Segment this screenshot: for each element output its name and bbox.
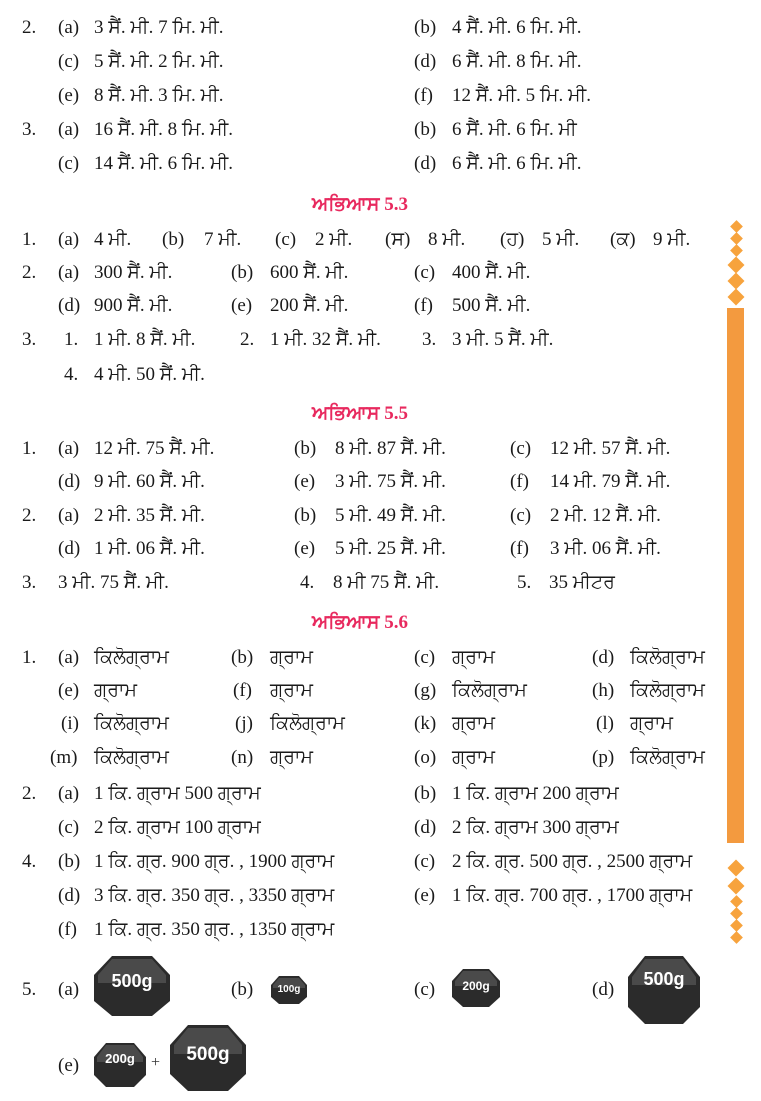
answer-text: 3 ਮੀ. 75 ਸੈਂ. ਮੀ.: [335, 471, 446, 492]
question-number: 3.: [22, 329, 37, 350]
diamond-decoration-icon: [730, 220, 743, 233]
option-label: (b): [414, 119, 437, 140]
answer-text: 35 ਮੀਟਰ: [549, 572, 615, 593]
option-label: (b): [414, 783, 437, 804]
answer-text: 5 ਮੀ.: [542, 229, 580, 250]
option-label: (a): [58, 438, 80, 459]
diamond-decoration-icon: [730, 895, 743, 908]
diamond-decoration-icon: [730, 907, 743, 920]
option-label: (f): [414, 295, 433, 316]
answer-text: 8 ਮੀ 75 ਸੈਂ. ਮੀ.: [333, 572, 440, 593]
weight-500g-icon: [94, 955, 170, 1017]
section-heading: ਅਭਿਆਸ 5.3: [312, 194, 408, 215]
option-label: (a): [58, 647, 80, 668]
option-label: (b): [58, 851, 81, 872]
plus-sign: +: [151, 1054, 161, 1071]
option-label: (e): [58, 680, 80, 701]
diamond-decoration-icon: [730, 244, 743, 257]
option-label: (b): [414, 17, 437, 38]
weight-label: 500g: [111, 971, 153, 991]
weight-label: 200g: [462, 979, 490, 993]
option-label: (b): [231, 262, 254, 283]
option-label: (d): [414, 153, 437, 174]
answer-text: 16 ਸੈਂ. ਮੀ. 8 ਮਿ. ਮੀ.: [94, 119, 233, 140]
answer-text: 14 ਸੈਂ. ਮੀ. 6 ਮਿ. ਮੀ.: [94, 153, 233, 174]
question-number: 5.: [517, 572, 532, 593]
answer-text: 14 ਮੀ. 79 ਸੈਂ. ਮੀ.: [550, 471, 671, 492]
answer-text: 7 ਮੀ.: [204, 229, 242, 250]
answer-text: ਗ੍ਰਾਮ: [94, 680, 137, 701]
answer-text: 600 ਸੈਂ. ਮੀ.: [270, 262, 349, 283]
option-label: (d): [58, 471, 81, 492]
question-number: 1.: [22, 229, 37, 250]
answer-text: 3 ਕਿ. ਗ੍ਰ. 350 ਗ੍ਰ. , 3350 ਗ੍ਰਾਮ: [94, 885, 335, 906]
option-label: (e): [58, 1055, 80, 1076]
option-label: (f): [510, 538, 529, 559]
option-label: (e): [294, 538, 316, 559]
option-label: (c): [414, 647, 436, 668]
answer-text: ਗ੍ਰਾਮ: [452, 747, 495, 768]
option-label: (e): [231, 295, 253, 316]
answer-text: ਗ੍ਰਾਮ: [270, 647, 313, 668]
weight-200g-icon: [452, 968, 500, 1008]
option-label: (c): [510, 505, 532, 526]
answer-text: 900 ਸੈਂ. ਮੀ.: [94, 295, 173, 316]
weight-200g-icon: [94, 1042, 146, 1088]
answer-text: 8 ਸੈਂ. ਮੀ. 3 ਮਿ. ਮੀ.: [94, 85, 224, 106]
question-number: 4.: [300, 572, 315, 593]
answer-text: 12 ਸੈਂ. ਮੀ. 5 ਮਿ. ਮੀ.: [452, 85, 591, 106]
answer-text: 2 ਮੀ. 12 ਸੈਂ. ਮੀ.: [550, 505, 661, 526]
option-label: (c): [414, 851, 436, 872]
answer-text: 2 ਮੀ.: [315, 229, 353, 250]
option-label: (n): [231, 747, 254, 768]
option-label: (p): [592, 747, 615, 768]
answer-text: 4 ਸੈਂ. ਮੀ. 6 ਮਿ. ਮੀ.: [452, 17, 582, 38]
option-label: (e): [58, 85, 80, 106]
answer-text: 5 ਸੈਂ. ਮੀ. 2 ਮਿ. ਮੀ.: [94, 51, 224, 72]
diamond-decoration-icon: [728, 257, 745, 274]
answer-text: 1 ਕਿ. ਗ੍ਰਾਮ 500 ਗ੍ਰਾਮ: [94, 783, 261, 804]
section-heading: ਅਭਿਆਸ 5.5: [312, 403, 408, 424]
option-label: (g): [414, 680, 437, 701]
answer-text: 2 ਮੀ. 35 ਸੈਂ. ਮੀ.: [94, 505, 205, 526]
answer-text: 3 ਮੀ. 5 ਸੈਂ. ਮੀ.: [452, 329, 554, 350]
answer-text: 1 ਕਿ. ਗ੍ਰ. 350 ਗ੍ਰ. , 1350 ਗ੍ਰਾਮ: [94, 919, 335, 940]
answer-text: 500 ਸੈਂ. ਮੀ.: [452, 295, 531, 316]
answer-text: 3 ਮੀ. 06 ਸੈਂ. ਮੀ.: [550, 538, 661, 559]
option-label: (m): [50, 747, 78, 768]
option-label: 4.: [64, 364, 79, 385]
option-label: (c): [58, 51, 80, 72]
option-label: (c): [414, 979, 436, 1000]
answer-text: 2 ਕਿ. ਗ੍ਰਾਮ 300 ਗ੍ਰਾਮ: [452, 817, 619, 838]
answer-text: 6 ਸੈਂ. ਮੀ. 8 ਮਿ. ਮੀ.: [452, 51, 582, 72]
option-label: (b): [162, 229, 185, 250]
option-label: (d): [414, 51, 437, 72]
diamond-decoration-icon: [728, 273, 745, 290]
answer-text: 8 ਮੀ. 87 ਸੈਂ. ਮੀ.: [335, 438, 446, 459]
option-label: (f): [233, 680, 252, 701]
answer-text: 200 ਸੈਂ. ਮੀ.: [270, 295, 349, 316]
option-label: (e): [414, 885, 436, 906]
option-label: 1.: [64, 329, 79, 350]
answer-text: ਗ੍ਰਾਮ: [270, 680, 313, 701]
weight-100g-icon: [271, 975, 307, 1005]
option-label: (b): [231, 647, 254, 668]
option-label: (c): [58, 153, 80, 174]
answer-text: 12 ਮੀ. 57 ਸੈਂ. ਮੀ.: [550, 438, 671, 459]
answer-text: 9 ਮੀ. 60 ਸੈਂ. ਮੀ.: [94, 471, 205, 492]
option-label: (c): [275, 229, 297, 250]
option-label: (b): [231, 979, 254, 1000]
answer-text: 1 ਕਿ. ਗ੍ਰ. 900 ਗ੍ਰ. , 1900 ਗ੍ਰਾਮ: [94, 851, 335, 872]
answer-text: 3 ਮੀ. 75 ਸੈਂ. ਮੀ.: [58, 572, 169, 593]
answer-text: ਕਿਲੋਗ੍ਰਾਮ: [452, 680, 527, 701]
option-label: (d): [592, 647, 615, 668]
diamond-decoration-icon: [728, 878, 745, 895]
option-label: (e): [294, 471, 316, 492]
option-label: (f): [510, 471, 529, 492]
option-label: (a): [58, 262, 80, 283]
option-label: (i): [61, 713, 79, 734]
question-number: 5.: [22, 979, 37, 1000]
option-label: (a): [58, 505, 80, 526]
answer-text: ਕਿਲੋਗ੍ਰਾਮ: [94, 647, 169, 668]
weight-500g-icon: [170, 1024, 246, 1092]
option-label: (c): [58, 817, 80, 838]
diamond-decoration-icon: [728, 860, 745, 877]
diamond-decoration-icon: [728, 289, 745, 306]
option-label: (c): [510, 438, 532, 459]
answer-text: ਕਿਲੋਗ੍ਰਾਮ: [270, 713, 345, 734]
question-number: 3.: [22, 119, 37, 140]
option-label: (o): [414, 747, 437, 768]
question-number: 2.: [22, 505, 37, 526]
answer-text: 5 ਮੀ. 25 ਸੈਂ. ਮੀ.: [335, 538, 446, 559]
option-label: (d): [592, 979, 615, 1000]
weight-label: 500g: [186, 1044, 230, 1065]
question-number: 2.: [22, 262, 37, 283]
option-label: (b): [294, 505, 317, 526]
answer-text: 3 ਸੈਂ. ਮੀ. 7 ਮਿ. ਮੀ.: [94, 17, 224, 38]
answer-text: ਕਿਲੋਗ੍ਰਾਮ: [94, 747, 169, 768]
option-label: (a): [58, 229, 80, 250]
option-label: (f): [58, 919, 77, 940]
weight-label: 500g: [643, 969, 685, 989]
answer-text: 1 ਕਿ. ਗ੍ਰ. 700 ਗ੍ਰ. , 1700 ਗ੍ਰਾਮ: [452, 885, 693, 906]
option-label: (b): [294, 438, 317, 459]
answer-text: 1 ਕਿ. ਗ੍ਰਾਮ 200 ਗ੍ਰਾਮ: [452, 783, 619, 804]
answer-text: 300 ਸੈਂ. ਮੀ.: [94, 262, 173, 283]
answer-text: ਕਿਲੋਗ੍ਰਾਮ: [630, 680, 705, 701]
question-number: 4.: [22, 851, 37, 872]
sidebar-stripe: [727, 308, 744, 843]
weight-label: 200g: [105, 1051, 135, 1066]
diamond-decoration-icon: [730, 931, 743, 944]
question-number: 1.: [22, 438, 37, 459]
option-label: (ਸ): [385, 229, 411, 250]
answer-text: 1 ਮੀ. 06 ਸੈਂ. ਮੀ.: [94, 538, 205, 559]
answer-text: ਗ੍ਰਾਮ: [630, 713, 673, 734]
option-label: (f): [414, 85, 433, 106]
question-number: 2.: [22, 783, 37, 804]
option-label: (a): [58, 979, 80, 1000]
option-label: (k): [414, 713, 437, 734]
answer-text: 8 ਮੀ.: [428, 229, 466, 250]
answer-text: 2 ਕਿ. ਗ੍ਰਾਮ 100 ਗ੍ਰਾਮ: [94, 817, 261, 838]
answer-text: 6 ਸੈਂ. ਮੀ. 6 ਮਿ. ਮੀ: [452, 119, 577, 140]
answer-text: ਕਿਲੋਗ੍ਰਾਮ: [94, 713, 169, 734]
question-number: 3.: [22, 572, 37, 593]
answer-text: 2 ਕਿ. ਗ੍ਰ. 500 ਗ੍ਰ. , 2500 ਗ੍ਰਾਮ: [452, 851, 693, 872]
answer-text: ਗ੍ਰਾਮ: [452, 647, 495, 668]
answer-text: ਕਿਲੋਗ੍ਰਾਮ: [630, 747, 705, 768]
option-label: (j): [235, 713, 253, 734]
option-label: (d): [58, 295, 81, 316]
option-label: (l): [596, 713, 614, 734]
option-label: (a): [58, 119, 80, 140]
answer-text: 4 ਮੀ.: [94, 229, 132, 250]
option-label: (h): [592, 680, 615, 701]
option-label: (d): [414, 817, 437, 838]
diamond-decoration-icon: [730, 232, 743, 245]
option-label: 2.: [240, 329, 255, 350]
answer-text: 1 ਮੀ. 32 ਸੈਂ. ਮੀ.: [270, 329, 381, 350]
answer-text: 5 ਮੀ. 49 ਸੈਂ. ਮੀ.: [335, 505, 446, 526]
answer-text: 9 ਮੀ.: [653, 229, 691, 250]
option-label: (ਕ): [610, 229, 636, 250]
option-label: (d): [58, 885, 81, 906]
option-label: (c): [414, 262, 436, 283]
question-number: 1.: [22, 647, 37, 668]
answer-text: 1 ਮੀ. 8 ਸੈਂ. ਮੀ.: [94, 329, 196, 350]
question-number: 2.: [22, 17, 37, 38]
section-heading: ਅਭਿਆਸ 5.6: [312, 612, 408, 633]
answer-text: 6 ਸੈਂ. ਮੀ. 6 ਮਿ. ਮੀ.: [452, 153, 582, 174]
weight-label: 100g: [277, 984, 301, 995]
answer-text: ਗ੍ਰਾਮ: [270, 747, 313, 768]
option-label: (d): [58, 538, 81, 559]
option-label: (a): [58, 17, 80, 38]
answer-text: ਕਿਲੋਗ੍ਰਾਮ: [630, 647, 705, 668]
answer-text: ਗ੍ਰਾਮ: [452, 713, 495, 734]
option-label: (ਹ): [500, 229, 525, 250]
answer-text: 4 ਮੀ. 50 ਸੈਂ. ਮੀ.: [94, 364, 205, 385]
option-label: (a): [58, 783, 80, 804]
answer-text: 400 ਸੈਂ. ਮੀ.: [452, 262, 531, 283]
option-label: 3.: [422, 329, 437, 350]
answer-text: 12 ਮੀ. 75 ਸੈਂ. ਮੀ.: [94, 438, 215, 459]
weight-500g-icon: [628, 955, 700, 1025]
diamond-decoration-icon: [730, 919, 743, 932]
